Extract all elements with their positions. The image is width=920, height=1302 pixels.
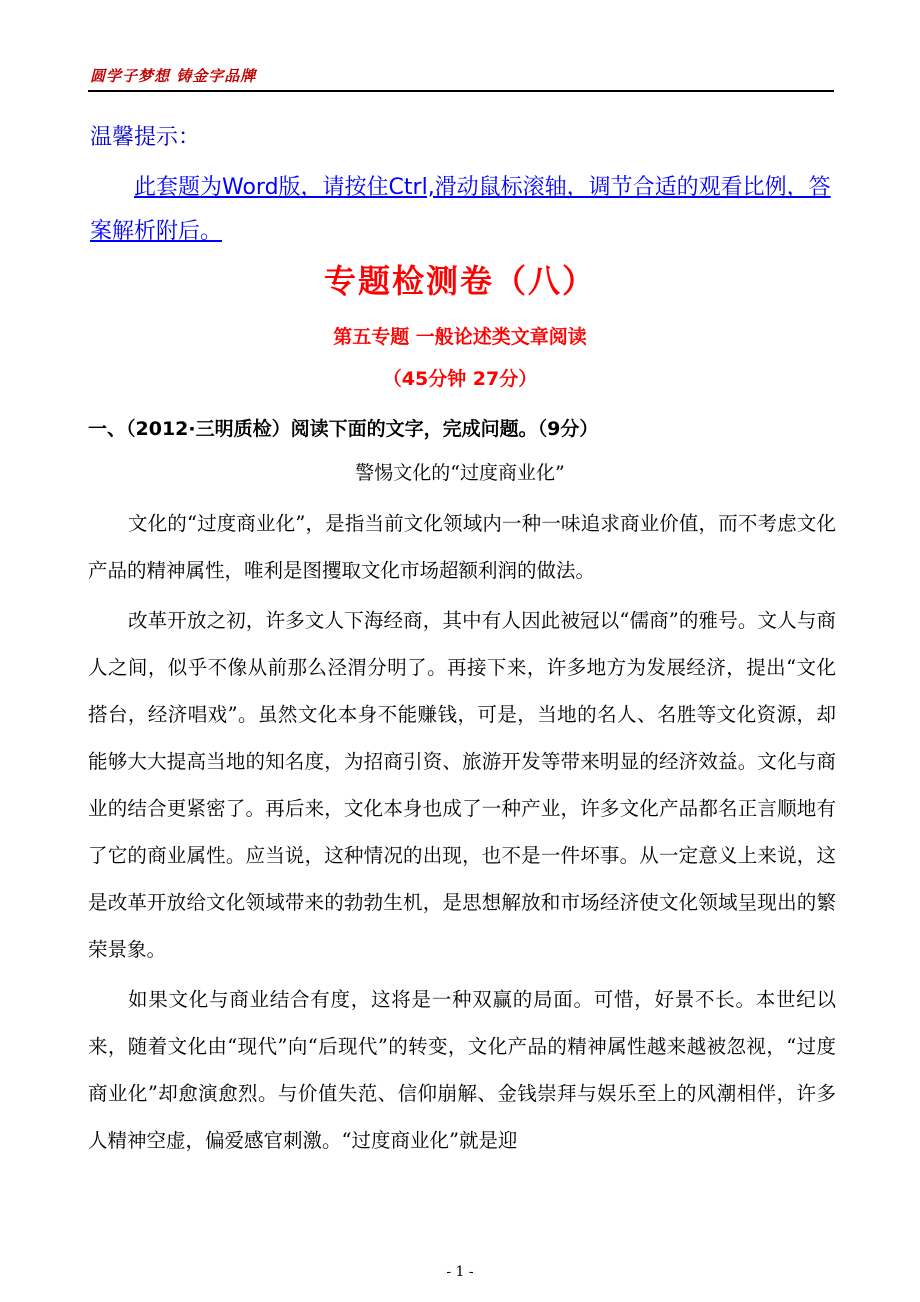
tip-title: 温馨提示： bbox=[90, 125, 201, 150]
time-score-info: （45分钟 27分） bbox=[382, 368, 538, 390]
article-paragraph: 文化的“过度商业化”，是指当前文化领域内一种一味追求商业价值，而不考虑文化产品的精神属性，唯利是图攫取文化市场超额利润的做法。 bbox=[88, 512, 836, 582]
tip-body: 此套题为Word版，请按住Ctrl,滑动鼠标滚轴，调节合适的观看比例，答案解析附后。 bbox=[90, 175, 831, 244]
article-paragraph: 改革开放之初，许多文人下海经商，其中有人因此被冠以“儒商”的雅号。文人与商人之间，似乎不像从前那么泾渭分明了。再接下来，许多地方为发展经济，提出“文化搭台，经济唱戏”。虽然文化本身不能赚钱，可是，当地的名人、名胜等文化资源，却能够大大提高当地的知名度，为招商引资、旅游开发等带来明显的经济效益。文化与商业的结合更紧密了。再后来，文化本身也成了一种产业，许多文化产品都名正言顺地有了它的商业属性。应当说，这种情况的出现，也不是一件坏事。从一定意义上来说，这是改革开放给文化领域带来的勃勃生机，是思想解放和市场经济使文化领域呈现出的繁荣景象。 bbox=[88, 609, 836, 961]
section-subtitle: 第五专题 一般论述类文章阅读 bbox=[333, 326, 587, 348]
article-body bbox=[88, 500, 836, 1167]
header-divider bbox=[88, 90, 834, 92]
page-title: 专题检测卷（八） bbox=[323, 262, 596, 300]
header-slogan: 圆学子梦想 铸金字品牌 bbox=[90, 67, 257, 85]
article-paragraph: 如果文化与商业结合有度，这将是一种双赢的局面。可惜，好景不长。本世纪以来，随着文化由“现代”向“后现代”的转变，文化产品的精神属性越来越被忽视，“过度商业化”却愈演愈烈。与价值失范、信仰崩解、金钱崇拜与娱乐至上的风潮相伴，许多人精神空虚，偏爱感官刺激。“过度商业化”就是迎 bbox=[88, 988, 836, 1152]
page-number: - 1 - bbox=[446, 1264, 474, 1280]
question-heading: 一、（2012·三明质检）阅读下面的文字，完成问题。（9分） bbox=[88, 418, 599, 440]
article-title: 警惕文化的“过度商业化” bbox=[355, 462, 565, 484]
